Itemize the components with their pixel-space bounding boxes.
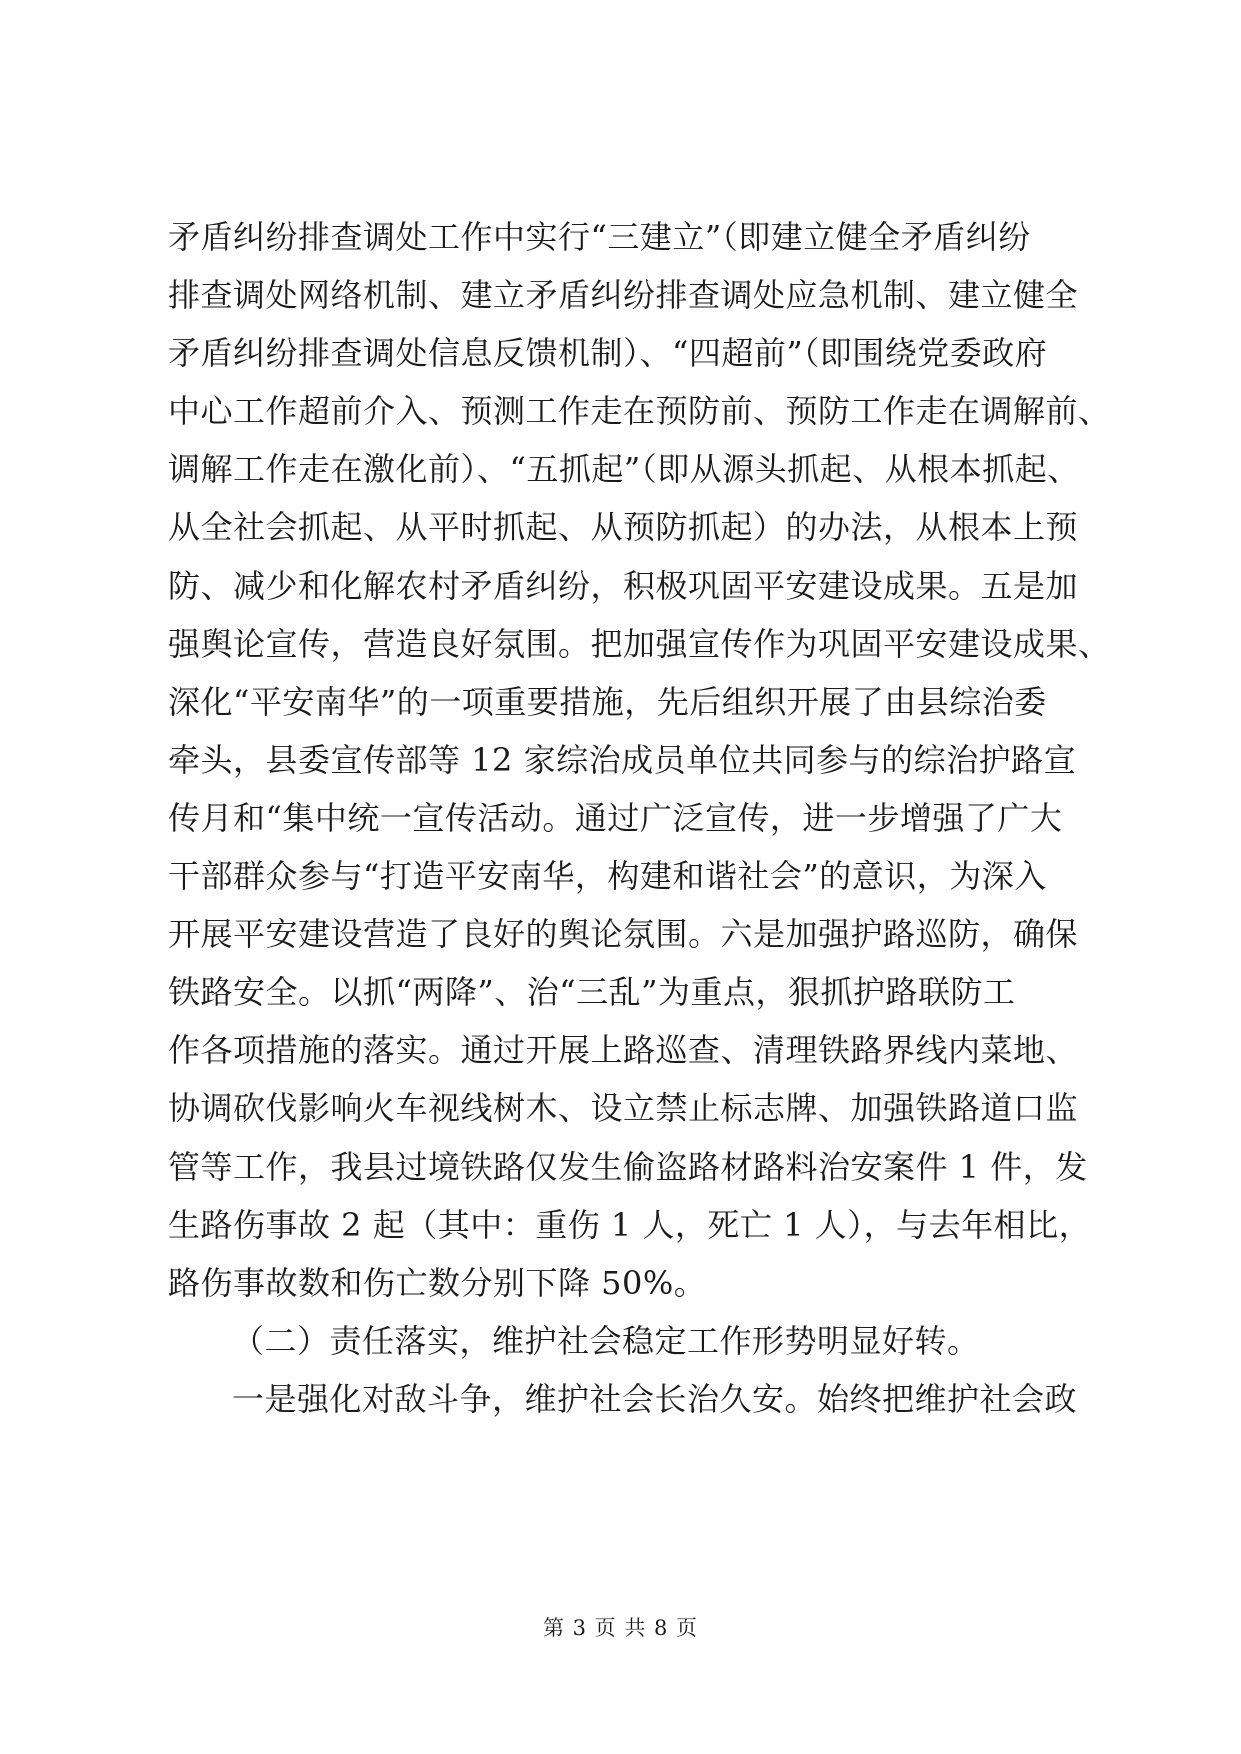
- text-line: 排查调处网络机制、建立矛盾纠纷排查调处应急机制、建立健全: [168, 276, 1079, 315]
- text-line: 调解工作走在激化前）、“五抓起”（即从源头抓起、从根本抓起、: [168, 450, 1080, 489]
- text-line: 矛盾纠纷排查调处工作中实行“三建立”（即建立健全矛盾纠纷: [168, 218, 1031, 256]
- text-line: 铁路安全。以抓“两降”、治“三乱”为重点，狠抓护路联防工: [168, 973, 1016, 1012]
- text-line: 牵头，县委宣传部等 12 家综治成员单位共同参与的综治护路宣: [168, 740, 1077, 779]
- text-line: 管等工作，我县过境铁路仅发生偷盗路材路料治安案件 1 件，发: [168, 1147, 1088, 1186]
- text-line: 生路伤事故 2 起（其中：重伤 1 人，死亡 1 人），与去年相比，: [168, 1205, 1092, 1244]
- body-text: [168, 208, 1111, 1428]
- text-line: 干部群众参与“打造平安南华，构建和谐社会”的意识，为深入: [168, 857, 1047, 896]
- text-line: 从全社会抓起、从平时抓起、从预防抓起）的办法，从根本上预: [168, 508, 1079, 547]
- text-line: 协调砍伐影响火车视线树木、设立禁止标志牌、加强铁路道口监: [168, 1089, 1079, 1128]
- text-line: 防、减少和化解农村矛盾纠纷，积极巩固平安建设成果。五是加: [168, 566, 1079, 605]
- text-line: 强舆论宣传，营造良好氛围。把加强宣传作为巩固平安建设成果、: [168, 624, 1111, 663]
- text-line: 矛盾纠纷排查调处信息反馈机制）、“四超前”（即围绕党委政府: [168, 334, 1048, 373]
- page-footer: 第 3 页 共 8 页: [542, 1616, 699, 1640]
- section-heading: （二）责任落实，维护社会稳定工作形势明显好转。: [232, 1321, 980, 1360]
- text-line: 开展平安建设营造了良好的舆论氛围。六是加强护路巡防，确保: [168, 915, 1079, 954]
- paragraph-start-line: 一是强化对敌斗争，维护社会长治久安。始终把维护社会政: [232, 1379, 1078, 1418]
- text-line: 传月和“集中统一宣传活动。通过广泛宣传，进一步增强了广大: [168, 798, 1063, 837]
- text-line: 中心工作超前介入、预测工作走在预防前、预防工作走在调解前、: [168, 392, 1111, 431]
- text-line: 作各项措施的落实。通过开展上路巡查、清理铁路界线内菜地、: [168, 1031, 1079, 1070]
- text-line: 路伤事故数和伤亡数分别下降 50%。: [168, 1263, 707, 1302]
- text-line: 深化“平安南华”的一项重要措施，先后组织开展了由县综治委: [168, 682, 1047, 721]
